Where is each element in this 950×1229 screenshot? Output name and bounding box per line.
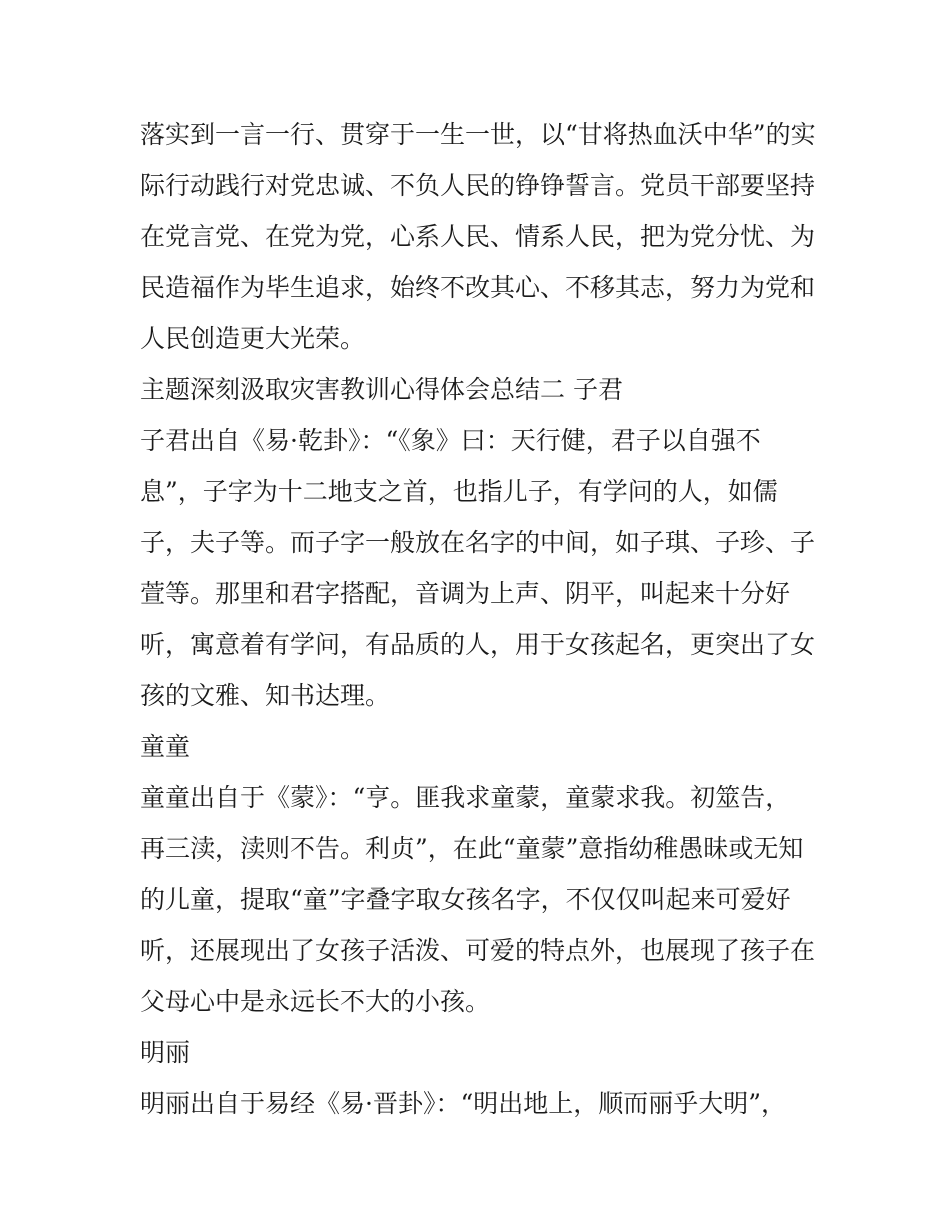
text-line: 明丽出自于易经《易·晋卦》：“明出地上，顺而丽乎大明”， [140, 1089, 787, 1118]
text-line: 人民创造更大光荣。 [140, 324, 366, 353]
section-heading: 明丽 [140, 1038, 191, 1067]
section-heading: 主题深刻汲取灾害教训心得体会总结二 子君 [140, 375, 623, 404]
paragraph [140, 415, 820, 721]
paragraph [140, 772, 820, 1027]
text-line: 子君出自《易·乾卦》：“《象》曰：天行健，君子以自强不 [140, 426, 761, 455]
text-line: 子，夫子等。而子字一般放在名字的中间，如子琪、子珍、子 [140, 528, 816, 557]
text-line: 童童出自于《蒙》：“亨。匪我求童蒙，童蒙求我。初筮告， [140, 783, 791, 812]
section-heading: 童童 [140, 732, 191, 761]
paragraph [140, 1078, 820, 1129]
text-line: 际行动践行对党忠诚、不负人民的铮铮誓言。党员干部要坚持 [140, 171, 816, 200]
text-line: 听，寓意着有学问，有品质的人，用于女孩起名，更突出了女 [140, 630, 816, 659]
text-line: 民造福作为毕生追求，始终不改其心、不移其志，努力为党和 [140, 273, 816, 302]
text-line: 息”，子字为十二地支之首，也指儿子，有学问的人，如儒 [140, 477, 778, 506]
text-line: 父母心中是永远长不大的小孩。 [140, 987, 491, 1016]
text-line: 的儿童，提取“童”字叠字取女孩名字，不仅仅叫起来可爱好 [140, 885, 791, 914]
text-line: 萱等。那里和君字搭配，音调为上声、阴平，叫起来十分好 [140, 579, 791, 608]
text-line: 落实到一言一行、贯穿于一生一世，以“甘将热血沃中华”的实 [140, 120, 816, 149]
text-line: 孩的文雅、知书达理。 [140, 681, 391, 710]
document-body [140, 109, 820, 1129]
text-line: 在党言党、在党为党，心系人民、情系人民，把为党分忧、为 [140, 222, 816, 251]
paragraph [140, 109, 820, 364]
text-line: 听，还展现出了女孩子活泼、可爱的特点外，也展现了孩子在 [140, 936, 816, 965]
text-line: 再三渎，渎则不告。利贞”，在此“童蒙”意指幼稚愚昧或无知 [140, 834, 804, 863]
